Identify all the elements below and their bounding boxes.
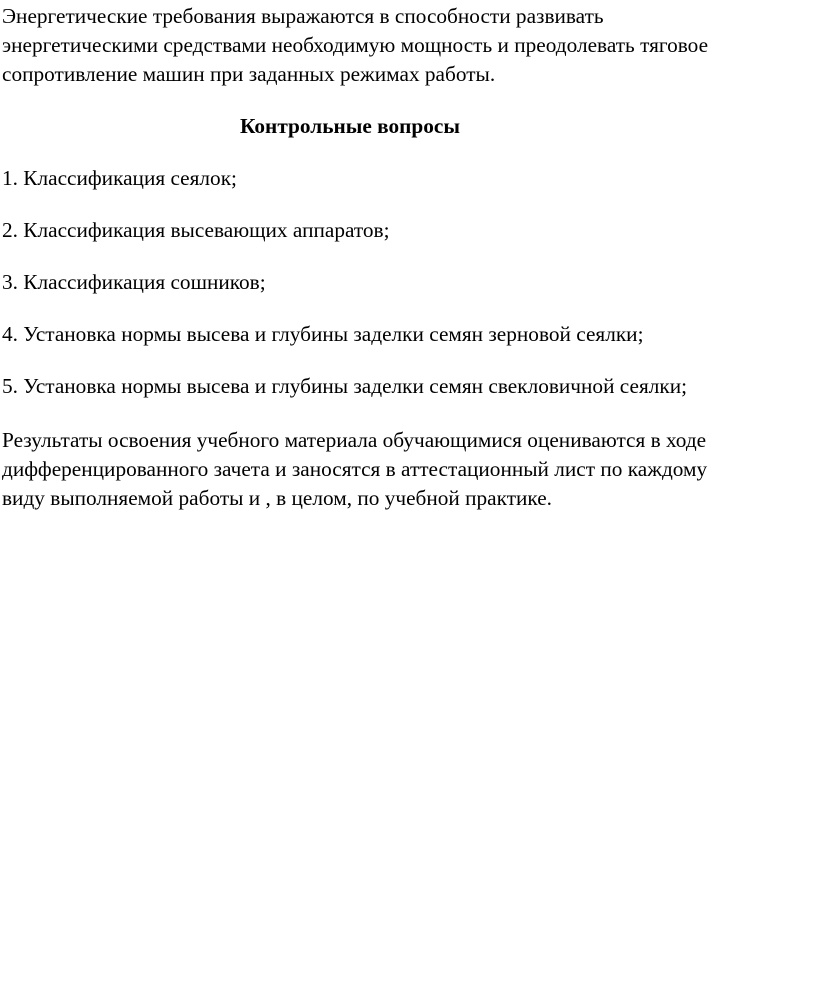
result-line: Результаты освоения учебного материала обучающимися оцениваются в ходе: [2, 428, 707, 452]
intro-line: сопротивление машин при заданных режимах работы.: [2, 62, 496, 86]
question-item: 2. Классификация высевающих аппаратов;: [2, 218, 390, 242]
section-title: Контрольные вопросы: [240, 114, 460, 138]
intro-paragraph: [2, 2, 708, 89]
intro-line: Энергетические требования выражаются в способности развивать: [2, 4, 604, 28]
result-paragraph: [2, 426, 707, 513]
question-item: 5. Установка нормы высева и глубины заделки семян свекловичной сеялки;: [2, 374, 688, 398]
intro-line: энергетическими средствами необходимую мощность и преодолевать тяговое: [2, 33, 709, 57]
result-line: виду выполняемой работы и , в целом, по учебной практике.: [2, 486, 552, 510]
question-item: 1. Классификация сеялок;: [2, 166, 237, 190]
question-item: 3. Классификация сошников;: [2, 270, 266, 294]
question-item: 4. Установка нормы высева и глубины заделки семян зерновой сеялки;: [2, 322, 644, 346]
result-line: дифференцированного зачета и заносятся в аттестационный лист по каждому: [2, 457, 708, 481]
